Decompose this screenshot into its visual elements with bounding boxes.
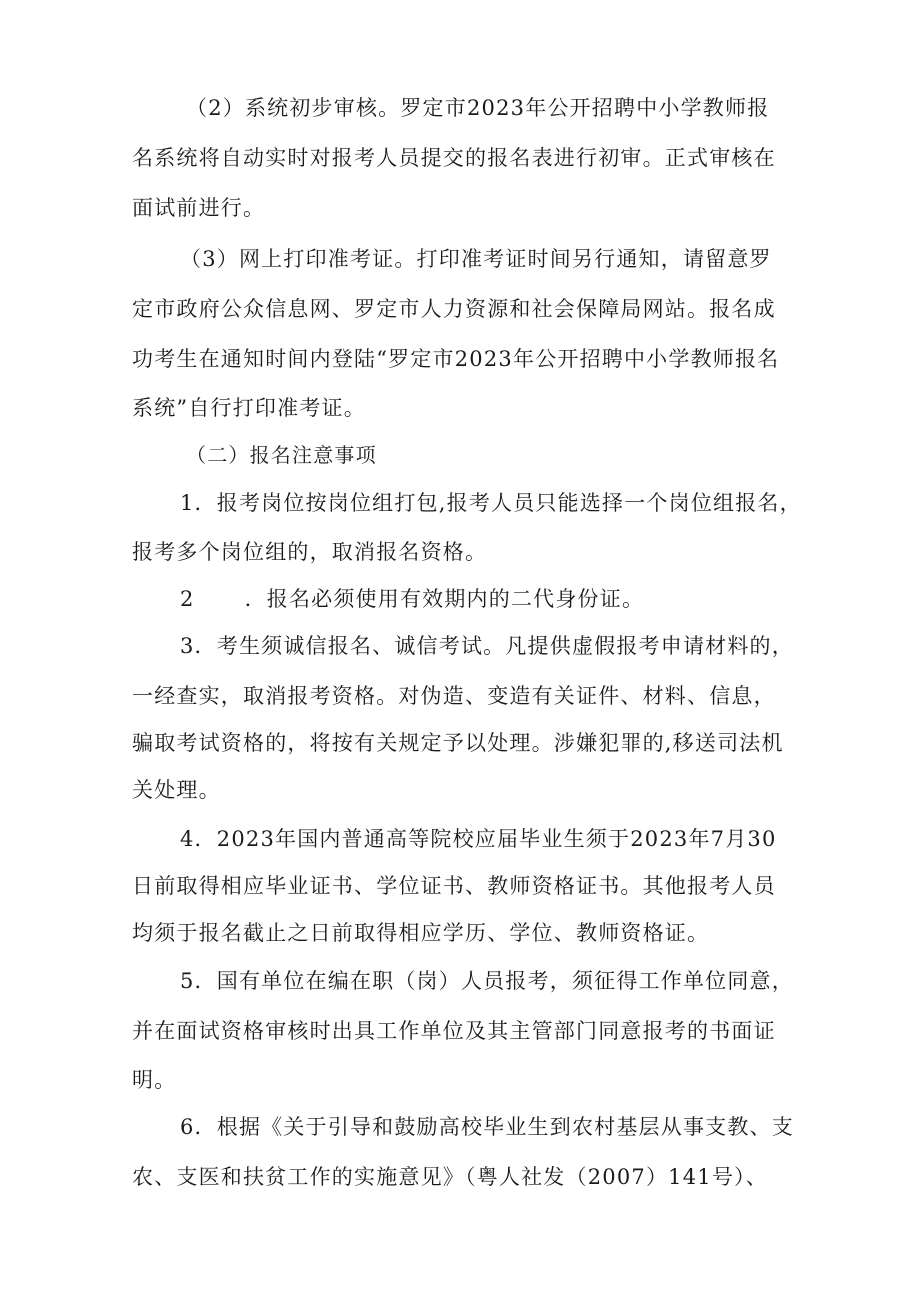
- paragraph-line: 日前取得相应毕业证书、学位证书、教师资格证书。其他报考人员: [132, 874, 776, 898]
- paragraph-line: 功考生在通知时间内登陆“罗定市2023年公开招聘中小学教师报名: [132, 347, 780, 371]
- paragraph-line: 一经查实，取消报考资格。对伪造、变造有关证件、材料、信息，: [132, 684, 776, 708]
- paragraph-line: 并在面试资格审核时出具工作单位及其主管部门同意报考的书面证: [132, 1019, 776, 1043]
- paragraph-line: 面试前进行。: [132, 196, 266, 220]
- paragraph-line: 骗取考试资格的，将按有关规定予以处理。涉嫌犯罪的,移送司法机: [132, 731, 784, 755]
- item-text: ．报名必须使用有效期内的二代身份证。: [244, 587, 645, 611]
- paragraph-line: （2）系统初步审核。罗定市2023年公开招聘中小学教师报: [186, 96, 770, 120]
- paragraph-line: 名系统将自动实时对报考人员提交的报名表进行初审。正式审核在: [132, 146, 776, 170]
- paragraph-line: 明。: [132, 1068, 177, 1092]
- paragraph-line: 4．2023年国内普通高等院校应届毕业生须于2023年7月30: [180, 827, 777, 851]
- paragraph-line: 报考多个岗位组的，取消报名资格。: [132, 540, 488, 564]
- section-heading: （二）报名注意事项: [186, 443, 377, 467]
- paragraph-line: 3．考生须诚信报名、诚信考试。凡提供虚假报考申请材料的，: [180, 634, 794, 658]
- paragraph-line: 定市政府公众信息网、罗定市人力资源和社会保障局网站。报名成: [132, 297, 776, 321]
- paragraph-line: 均须于报名截止之日前取得相应学历、学位、教师资格证。: [132, 921, 710, 945]
- item-number: 2: [180, 587, 195, 611]
- paragraph-line: 5．国有单位在编在职（岗）人员报考，须征得工作单位同意，: [180, 969, 794, 993]
- paragraph-line: 1．报考岗位按岗位组打包,报考人员只能选择一个岗位组报名，: [180, 491, 802, 515]
- paragraph-line: 系统”自行打印准考证。: [132, 396, 366, 420]
- paragraph-line: 农、支医和扶贫工作的实施意见》（粤人社发（2007）141号）、: [132, 1165, 768, 1189]
- paragraph-line: 6．根据《关于引导和鼓励高校毕业生到农村基层从事支教、支: [180, 1115, 794, 1139]
- paragraph-line: 关处理。: [132, 778, 221, 802]
- paragraph-line: [180, 584, 644, 614]
- paragraph-line: （3）网上打印准考证。打印准考证时间另行通知，请留意罗: [180, 247, 772, 271]
